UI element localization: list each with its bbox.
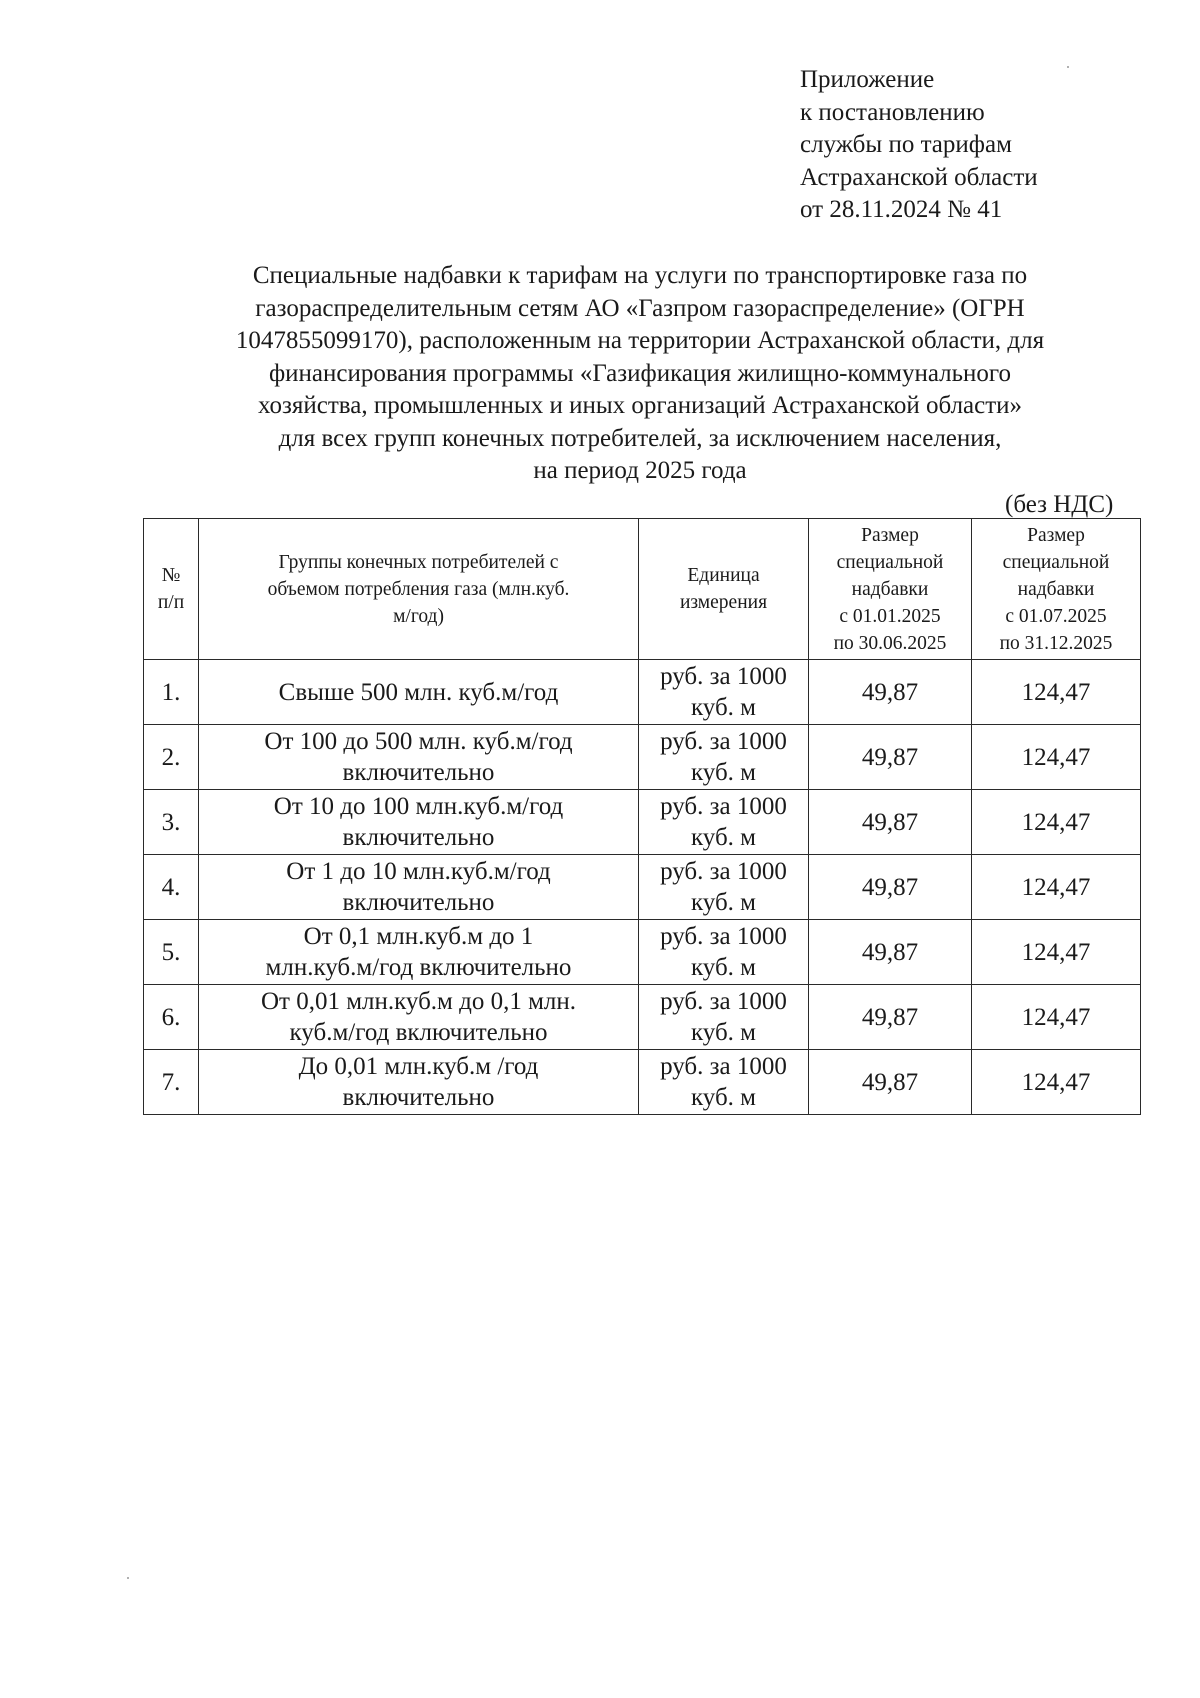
- row-number: 3.: [144, 790, 199, 855]
- row-unit: руб. за 1000 куб. м: [639, 790, 809, 855]
- row-value-period-1: 49,87: [809, 985, 972, 1050]
- row-unit: руб. за 1000 куб. м: [639, 985, 809, 1050]
- row-number: 7.: [144, 1050, 199, 1115]
- row-value-period-2: 124,47: [972, 985, 1141, 1050]
- title-line: 1047855099170), расположенным на территории Астраханской области, для: [235, 327, 1045, 354]
- row-number: 5.: [144, 920, 199, 985]
- annex-line: Астраханской области: [800, 163, 1038, 191]
- table-row: [144, 660, 1141, 725]
- header-number: № п/п: [144, 519, 199, 660]
- table-row: [144, 855, 1141, 920]
- row-number: 2.: [144, 725, 199, 790]
- row-consumer-group: От 0,01 млн.куб.м до 0,1 млн. куб.м/год включительно: [199, 985, 639, 1050]
- title-line: на период 2025 года: [533, 457, 747, 484]
- header-period-1: Размер специальной надбавки с 01.01.2025 по 30.06.2025: [809, 519, 972, 660]
- table-row: [144, 1050, 1141, 1115]
- row-value-period-2: 124,47: [972, 725, 1141, 790]
- title-line: газораспределительным сетям АО «Газпром газораспределение» (ОГРН: [255, 294, 1025, 322]
- row-value-period-2: 124,47: [972, 920, 1141, 985]
- row-value-period-1: 49,87: [809, 660, 972, 725]
- annex-line: от 28.11.2024 № 41: [800, 196, 1003, 223]
- table-row: [144, 920, 1141, 985]
- row-consumer-group: До 0,01 млн.куб.м /год включительно: [199, 1050, 639, 1115]
- tariff-table: [143, 518, 1141, 1115]
- title-line: для всех групп конечных потребителей, за исключением населения,: [278, 424, 1002, 452]
- annex-block: [800, 64, 1038, 227]
- row-number: 1.: [144, 660, 199, 725]
- table-row: [144, 790, 1141, 855]
- row-value-period-1: 49,87: [809, 725, 972, 790]
- row-number: 6.: [144, 985, 199, 1050]
- row-value-period-2: 124,47: [972, 660, 1141, 725]
- row-value-period-2: 124,47: [972, 855, 1141, 920]
- header-period-2: Размер специальной надбавки с 01.07.2025 по 31.12.2025: [972, 519, 1141, 660]
- vat-note: (без НДС): [1005, 491, 1114, 518]
- row-unit: руб. за 1000 куб. м: [639, 725, 809, 790]
- row-consumer-group: От 10 до 100 млн.куб.м/год включительно: [199, 790, 639, 855]
- row-unit: руб. за 1000 куб. м: [639, 920, 809, 985]
- scan-speck: [1067, 66, 1069, 68]
- title-line: хозяйства, промышленных и иных организаций Астраханской области»: [257, 392, 1023, 419]
- header-consumer-group: Группы конечных потребителей с объемом потребления газа (млн.куб. м/год): [199, 519, 639, 660]
- annex-line: службы по тарифам: [800, 131, 1012, 158]
- row-value-period-2: 124,47: [972, 1050, 1141, 1115]
- row-value-period-2: 124,47: [972, 790, 1141, 855]
- header-unit: Единица измерения: [639, 519, 809, 660]
- row-consumer-group: От 100 до 500 млн. куб.м/год включительно: [199, 725, 639, 790]
- title-line: Специальные надбавки к тарифам на услуги по транспортировке газа по: [252, 262, 1028, 289]
- row-unit: руб. за 1000 куб. м: [639, 1050, 809, 1115]
- row-value-period-1: 49,87: [809, 790, 972, 855]
- row-consumer-group: Свыше 500 млн. куб.м/год: [199, 660, 639, 725]
- table-row: [144, 985, 1141, 1050]
- row-value-period-1: 49,87: [809, 920, 972, 985]
- row-value-period-1: 49,87: [809, 855, 972, 920]
- row-consumer-group: От 0,1 млн.куб.м до 1 млн.куб.м/год включительно: [199, 920, 639, 985]
- document-title: [150, 260, 1130, 488]
- table-header-row: [144, 519, 1141, 660]
- row-number: 4.: [144, 855, 199, 920]
- annex-line: Приложение: [800, 66, 935, 93]
- row-unit: руб. за 1000 куб. м: [639, 855, 809, 920]
- title-line: финансирования программы «Газификация жилищно-коммунального: [268, 359, 1012, 387]
- row-consumer-group: От 1 до 10 млн.куб.м/год включительно: [199, 855, 639, 920]
- scan-speck: [127, 1577, 129, 1579]
- table-row: [144, 725, 1141, 790]
- row-value-period-1: 49,87: [809, 1050, 972, 1115]
- row-unit: руб. за 1000 куб. м: [639, 660, 809, 725]
- annex-line: к постановлению: [800, 98, 985, 126]
